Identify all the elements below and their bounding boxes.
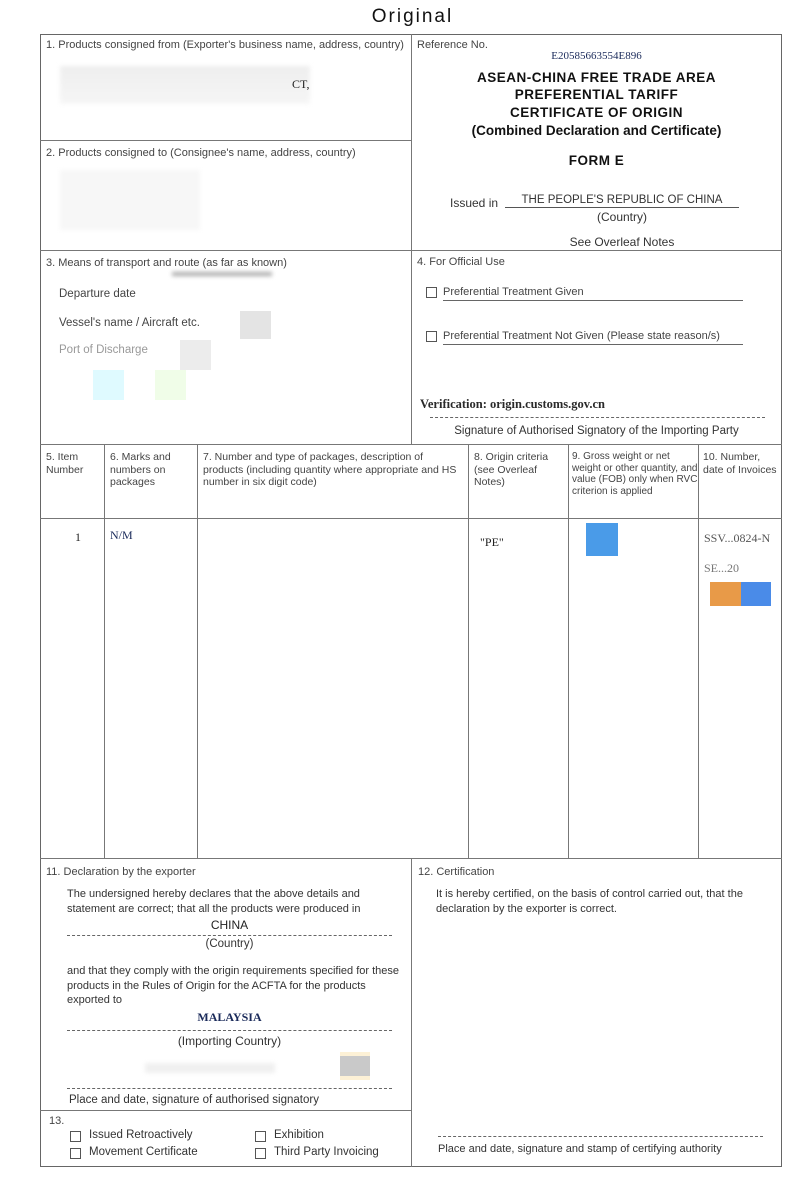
redaction-block <box>155 370 186 400</box>
column-header-invoices: 10. Number, date of Invoices <box>703 451 777 476</box>
redaction-block <box>710 582 741 606</box>
cell-marks: N/M <box>110 528 133 542</box>
signature-line <box>430 417 765 418</box>
country-caption: (Country) <box>596 210 647 224</box>
issued-in-country: THE PEOPLE'S REPUBLIC OF CHINA <box>505 194 739 208</box>
option-issued-retroactively: Issued Retroactively <box>89 1129 193 1141</box>
box4-label: 4. For Official Use <box>417 256 505 268</box>
origin-country: CHINA <box>210 918 249 932</box>
cell-item-number: 1 <box>75 530 81 544</box>
box11-label: 11. Declaration by the exporter <box>46 866 196 878</box>
origin-country-caption: (Country) <box>205 938 254 950</box>
importing-country: MALAYSIA <box>197 1010 262 1024</box>
column-header-item-number: 5. Item Number <box>46 451 84 476</box>
importing-signature-caption: Signature of Authorised Signatory of the Importing Party <box>454 425 739 437</box>
title-line-1: ASEAN-CHINA FREE TRADE AREA <box>476 70 716 85</box>
divider <box>104 444 105 858</box>
column-header-marks: 6. Marks and numbers on packages <box>110 451 171 488</box>
divider <box>40 140 411 141</box>
exporter-signature-caption: Place and date, signature of authorised signatory <box>69 1094 319 1106</box>
treatment-given-label: Preferential Treatment Given <box>443 286 743 301</box>
option-exhibition: Exhibition <box>274 1129 324 1141</box>
declaration-text-1: The undersigned hereby declares that the above details and statement are correct; that all the products were produced in <box>67 888 361 915</box>
divider <box>411 858 412 1167</box>
exporter-fragment: CT, <box>292 77 310 91</box>
redaction-block <box>93 370 124 400</box>
issued-in-label: Issued in <box>450 196 499 210</box>
port-label: Port of Discharge <box>59 344 148 356</box>
redaction-block <box>741 582 771 606</box>
reference-number: E20585663554E896 <box>551 50 642 62</box>
reference-label: Reference No. <box>417 39 488 51</box>
importing-country-caption: (Importing Country) <box>177 1034 282 1048</box>
box12-label: 12. Certification <box>418 866 495 878</box>
cell-origin-criteria: "PE" <box>480 535 504 549</box>
checkbox-third-party-invoicing[interactable] <box>255 1148 266 1159</box>
departure-date-label: Departure date <box>59 288 136 300</box>
option-third-party-invoicing: Third Party Invoicing <box>274 1146 379 1158</box>
redacted-consignee <box>60 170 200 230</box>
redaction-block <box>586 523 618 556</box>
title-line-4: (Combined Declaration and Certificate) <box>471 123 722 138</box>
dashed-line <box>67 935 392 936</box>
divider <box>40 518 782 519</box>
title-line-3: CERTIFICATE OF ORIGIN <box>510 105 683 120</box>
redacted-exporter <box>60 66 310 104</box>
checkbox-movement-certificate[interactable] <box>70 1148 81 1159</box>
vessel-label: Vessel's name / Aircraft etc. <box>59 317 200 329</box>
box1-label: 1. Products consigned from (Exporter's business name, address, country) <box>46 39 404 51</box>
checkbox-exhibition[interactable] <box>255 1131 266 1142</box>
dashed-line <box>438 1136 763 1137</box>
box13-label: 13. <box>49 1115 65 1127</box>
cell-invoice-line-2: SE...20 <box>704 561 740 575</box>
box3-label: 3. Means of transport and route (as far as known) <box>46 257 287 269</box>
box2-label: 2. Products consigned to (Consignee's name, address, country) <box>46 147 356 159</box>
title-line-2: PREFERENTIAL TARIFF <box>514 87 679 102</box>
checkbox-issued-retroactively[interactable] <box>70 1131 81 1142</box>
redacted-route <box>172 272 272 276</box>
option-movement-certificate: Movement Certificate <box>89 1146 198 1158</box>
divider <box>40 444 782 445</box>
form-name: FORM E <box>568 153 625 168</box>
cell-invoice-line-1: SSV...0824-N <box>704 531 771 545</box>
divider <box>40 250 782 251</box>
redaction-block <box>240 311 271 339</box>
redaction-block <box>180 340 211 370</box>
checkbox-treatment-not-given[interactable] <box>426 331 437 342</box>
divider <box>468 444 469 858</box>
dashed-line <box>67 1030 392 1031</box>
declaration-text-2: and that they comply with the origin requirements specified for these products in the Rules of Origin for the ACFTA for the products exported to <box>67 965 400 1006</box>
column-header-origin-criteria: 8. Origin criteria (see Overleaf Notes) <box>474 451 549 488</box>
column-header-description: 7. Number and type of packages, description of products (including quantity where appropriate and HS number in six digit code) <box>203 451 457 488</box>
treatment-not-given-label: Preferential Treatment Not Given (Please state reason/s) <box>443 330 743 345</box>
overleaf-note: See Overleaf Notes <box>569 235 675 249</box>
divider <box>197 444 198 858</box>
divider <box>568 444 569 858</box>
redacted-place-date <box>145 1063 275 1073</box>
dashed-line <box>67 1088 392 1089</box>
divider <box>698 444 699 858</box>
certifying-authority-caption: Place and date, signature and stamp of certifying authority <box>438 1143 722 1155</box>
divider <box>40 1110 411 1111</box>
checkbox-treatment-given[interactable] <box>426 287 437 298</box>
document-title: Original <box>371 6 454 27</box>
verification-text: Verification: origin.customs.gov.cn <box>420 397 605 411</box>
column-header-weight: 9. Gross weight or net weight or other quantity, and value (FOB) only when RVC criterion is applied <box>572 451 698 497</box>
redaction-block <box>340 1056 370 1076</box>
certification-text: It is hereby certified, on the basis of control carried out, that the declaration by the exporter is correct. <box>436 888 743 915</box>
